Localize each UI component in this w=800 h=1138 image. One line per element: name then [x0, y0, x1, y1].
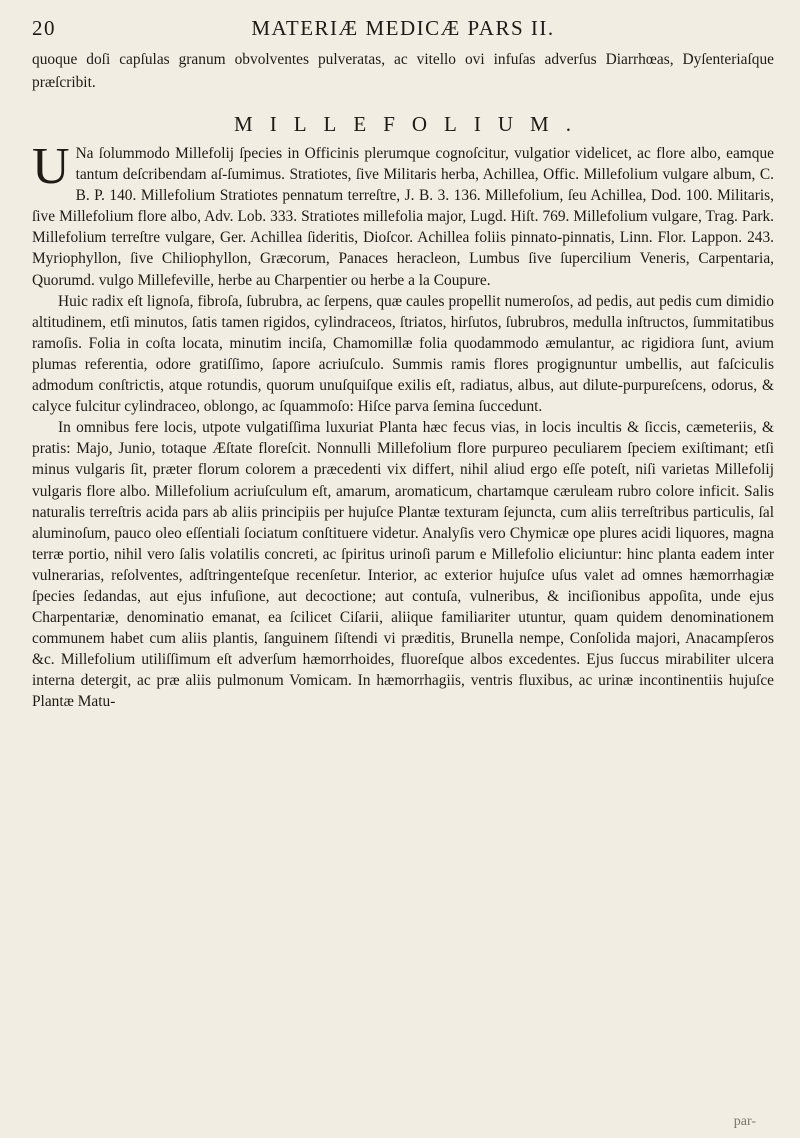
paragraph-description: Huic radix eſt lignoſa, fibroſa, ſubrubra, ac ſerpens, quæ caules propellit numeroſos, ad pedis, aut pedis cum dimidio altitudinem, etſi minutos, ſatis tamen rigidos, cylindraceos, ſtriatos, hirſutos, ſubrubros, medulla inſtructos, ſummitatibus ramoſis. Folia in coſta locata, minutim inciſa, Chamomillæ folia quodammodo æmulantur, ac rigidiora ſunt, avium plumas referentia, odore gratiſſimo, ſapore acriuſculo. Summis ramis flores progignuntur umbellis, aut faſciculis admodum conſtrictis, atque rotundis, quorum unuſquiſque exilis eſt, radiatus, albus, aut dilute-purpureſcens, odorus, & calyce fulcitur cylindraceo, oblongo, ac ſquammoſo: Hiſce parva ſemina ſuccedunt.: [32, 292, 774, 416]
running-head: [32, 14, 774, 48]
drop-capital: U: [32, 138, 70, 195]
continuation-paragraph: quoque doſi capſulas granum obvolventes pulveratas, ac vitello ovi infuſas adverſus Diarrhœas, Dyſenteriaſque præſcribit.: [32, 51, 774, 91]
paragraph-habitat-uses: In omnibus fere locis, utpote vulgatiſſima luxuriat Planta hæc fecus vias, in locis incultis & ſiccis, cæmeteriis, & pratis: Majo, Junio, totaque Æſtate floreſcit. Nonnulli Millefolium flore purpureo peculiarem ſpeciem exiſtimant; etſi minus vulgaris ſit, præter florum colorem a præcedenti vix differt, nihil aliud ergo eſſe poteſt, niſi varietas Millefolij vulgaris flore albo. Millefolium acriuſculum eſt, amarum, aromaticum, chartamque cæruleam rubro colore inficit. Salis naturalis terreſtris acida pars ab aliis principiis per hujuſce Plantæ texturam ſejuncta, cum aliis terreſtribus particulis, ſal aluminoſum, pauco oleo eſſentiali ſociatum conſtituere videtur. Analyſis vero Chymicæ ope plures acidi liquores, magna terræ portio, nihil vero ſalis volatilis concreti, ac ſpiritus urinoſi parum e Millefolio eliciuntur: hinc planta eadem inter vulnerarias, reſolventes, adſtringenteſque recenſetur. Interior, ac exterior hujuſce uſus valet ad omnes hæmorrhagiæ ſpecies ſedandas, aut ejus infuſione, aut decoctione; aut contuſa, vulneribus, & inciſionibus appoſita, unde ejus Charpentariæ, denominatio emanat, ea ſcilicet Ciſarii, aliique familiariter utuntur, quam quidem denominationem communem habet cum aliis plantis, ſanguinem ſiſtendi vi præditis, Brunella nempe, Conſolida majori, Anacampſeros &c. Millefolium utiliſſimum eſt adverſum hæmorrhoides, fluoreſque albos excedentes. Ejus ſuccus mirabiliter ulcera interna detergit, ac præ aliis pulmonum Vomicam. In hæmorrhagiis, ventris fluxibus, ac urinæ incontinentiis hujuſce Plantæ Matu-: [32, 419, 774, 711]
catchword: par-: [733, 1114, 756, 1129]
running-title: MATERIÆ MEDICÆ PARS II.: [251, 16, 555, 40]
page-number: 20: [32, 16, 56, 40]
paragraph-synonyms-text: Na ſolummodo Millefolij ſpecies in Officinis plerumque cognoſcitur, vulgatior videlicet, ac flore albo, eamque tantum deſcribendam aſ-ſumimus. Stratiotes, ſive Militaris herba, Achillea, Offic. Millefolium vulgare album, C. B. P. 140. Millefolium Stratiotes pennatum terreſtre, J. B. 3. 136. Millefolium, ſeu Achillea, Dod. 100. Militaris, ſive Millefolium flore albo, Adv. Lob. 333. Stratiotes millefolia major, Lugd. Hiſt. 769. Millefolium vulgare, Trag. Park. Millefolium terreſtre vulgare, Ger. Achillea ſideritis, Dioſcor. Achillea foliis pinnato-pinnatis, Linn. Flor. Lappon. 243. Myriophyllon, ſive Chiliophyllon, Græcorum, Panaces heracleon, Lumbus ſive ſupercilium Veneris, Carpentaria, Quorumd. vulgo Millefeville, herbe au Charpentier ou herbe a la Coupure.: [32, 145, 774, 289]
section-heading: MILLEFOLIUM.: [234, 112, 588, 136]
paragraph-synonyms: [32, 138, 774, 291]
